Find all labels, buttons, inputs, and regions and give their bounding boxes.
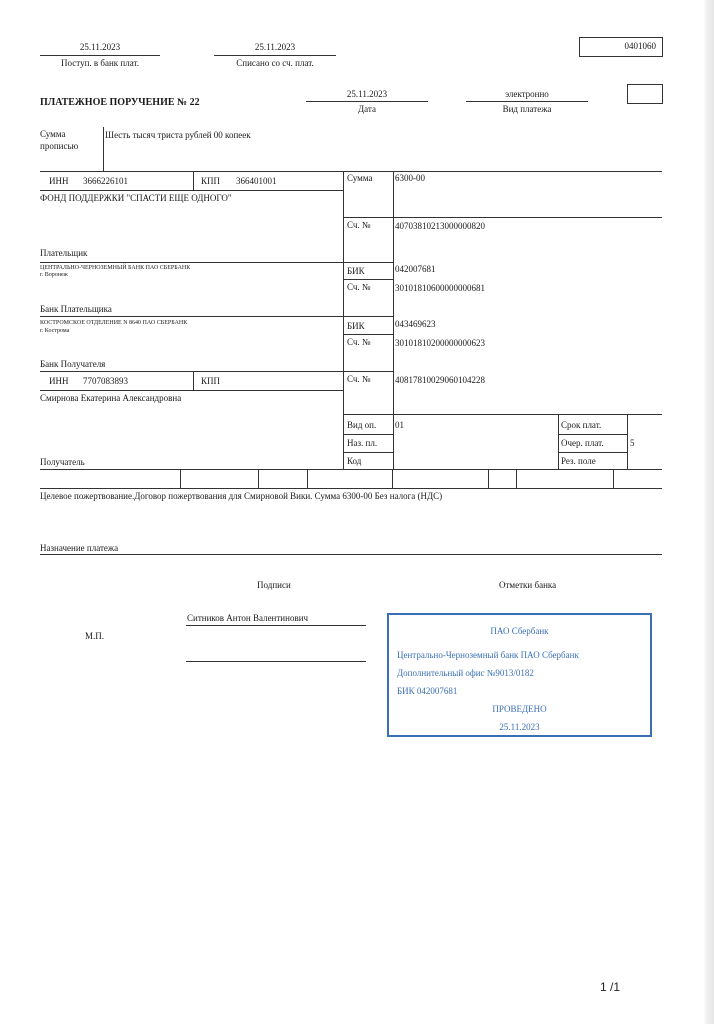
payer-inn: 3666226101 [83, 176, 128, 186]
payer-bik-top-line [343, 262, 393, 263]
received-date: 25.11.2023 [79, 42, 121, 52]
recipient-bank-name: КОСТРОМСКОЕ ОТДЕЛЕНИЕ N 8640 ПАО СБЕРБАНК [40, 320, 188, 326]
sum-value: 6300-00 [395, 173, 425, 183]
op-type: 01 [395, 420, 404, 430]
purpose-code-label: Наз. пл. [347, 438, 378, 448]
payer-account: 40703810213000000820 [395, 221, 485, 231]
payer-bank-city: г. Воронеж [40, 272, 68, 278]
debited-date-line [214, 55, 336, 56]
recipient-account-top-line [343, 371, 393, 372]
tax-field-divider-5 [488, 469, 489, 488]
stamp-date: 25.11.2023 [499, 722, 540, 732]
recipient-label: Получатель [40, 457, 85, 467]
received-label: Поступ. в банк плат. [61, 58, 139, 68]
amount-words-label-2: прописью [40, 141, 79, 151]
stamp-status: ПРОВЕДЕНО [492, 704, 547, 714]
tax-field-divider-6 [516, 469, 517, 488]
recipient-inn-row-line [40, 390, 343, 391]
recipient-bank-account: 30101810200000000623 [395, 338, 485, 348]
recipient-bottom-line [40, 469, 662, 470]
recipient-bank-city: г. Кострома [40, 328, 70, 334]
recipient-bank-bottom-line [40, 371, 343, 372]
order-date: 25.11.2023 [346, 89, 388, 99]
grid-vertical-1 [343, 171, 344, 469]
codes-top-line [343, 414, 662, 415]
signer-name: Ситников Антон Валентинович [187, 613, 309, 623]
grid-vertical-2 [393, 171, 394, 469]
purpose-text: Целевое пожертвование.Договор пожертвования для Смирновой Вики. Сумма 6300-00 Без налога (НДС) [40, 491, 443, 501]
payment-type-label: Вид платежа [502, 104, 552, 114]
page-edge-shadow [696, 0, 714, 1024]
payer-label: Плательщик [40, 248, 88, 258]
payer-bottom-line [40, 262, 343, 263]
priority-label: Очер. плат. [561, 438, 604, 448]
recipient-bank-account-label: Сч. № [347, 337, 371, 347]
payer-bank-account-label: Сч. № [347, 282, 371, 292]
payer-bank-label: Банк Плательщика [40, 304, 112, 314]
payer-account-label: Сч. № [347, 220, 371, 230]
recipient-account-label: Сч. № [347, 374, 371, 384]
due-label: Срок плат. [561, 420, 602, 430]
recipient-name: Смирнова Екатерина Александровна [40, 393, 182, 403]
payer-kpp: 366401001 [236, 176, 277, 186]
purpose-label: Назначение платежа [40, 543, 119, 553]
payer-bik-label: БИК [347, 266, 365, 276]
recipient-inn-label: ИНН [49, 376, 69, 386]
page-title: ПЛАТЕЖНОЕ ПОРУЧЕНИЕ № 22 [40, 97, 200, 108]
amount-words-value: Шесть тысяч триста рублей 00 копеек [105, 130, 251, 140]
stamp-bik: БИК 042007681 [397, 686, 458, 696]
tax-field-divider-1 [180, 469, 181, 488]
form-code-box [579, 37, 663, 57]
recipient-bik: 043469623 [395, 319, 436, 329]
order-date-label: Дата [358, 104, 376, 114]
payment-type-line [466, 101, 588, 102]
payer-inn-label: ИНН [49, 176, 69, 186]
codes-right-row-1-line [558, 434, 627, 435]
page-number: 1 /1 [600, 980, 621, 994]
debited-date: 25.11.2023 [254, 42, 296, 52]
payer-inn-row-line [40, 190, 343, 191]
priority: 5 [630, 438, 635, 448]
stamp-branch: Центрально-Черноземный банк ПАО Сбербанк [397, 650, 579, 660]
stamp-office: Дополнительный офис №9013/0182 [397, 668, 534, 678]
purpose-bottom-line [40, 554, 662, 555]
codes-row-2-line [343, 452, 393, 453]
stamp-bank: ПАО Сбербанк [490, 626, 549, 636]
recipient-inn: 7707083893 [83, 376, 128, 386]
payer-inn-kpp-divider [193, 171, 194, 191]
tax-field-divider-4 [392, 469, 393, 488]
recipient-bik-label: БИК [347, 321, 365, 331]
recipient-bik-bottom-line [343, 334, 393, 335]
payer-bank-account: 30101810600000000681 [395, 283, 485, 293]
recipient-account: 40817810029060104228 [395, 375, 485, 385]
payer-kpp-label: КПП [201, 176, 221, 186]
signature-line-1 [186, 625, 366, 626]
tax-field-divider-7 [613, 469, 614, 488]
signatures-label: Подписи [257, 580, 291, 590]
codes-row-1-line [343, 434, 393, 435]
sum-label: Сумма [347, 173, 373, 183]
amount-words-bottom-line [40, 171, 662, 172]
amount-words-divider [103, 127, 104, 171]
bank-marks-label: Отметки банка [499, 580, 557, 590]
payment-type: электронно [505, 89, 549, 99]
debited-label: Списано со сч. плат. [236, 58, 314, 68]
order-date-line [306, 101, 428, 102]
bank-stamp [387, 613, 652, 737]
recipient-bank-label: Банк Получателя [40, 359, 106, 369]
payment-type-code-box [627, 84, 663, 104]
payer-name: ФОНД ПОДДЕРЖКИ "СПАСТИ ЕЩЕ ОДНОГО" [40, 193, 232, 203]
tax-row-bottom-line [40, 488, 662, 489]
received-date-line [40, 55, 160, 56]
payer-bank-name: ЦЕНТРАЛЬНО-ЧЕРНОЗЕМНЫЙ БАНК ПАО СБЕРБАНК [40, 265, 191, 271]
op-type-label: Вид оп. [347, 420, 377, 430]
code-label: Код [347, 456, 362, 466]
codes-right-divider-2 [627, 414, 628, 469]
payer-bank-bottom-line [40, 316, 343, 317]
recipient-bik-top-line [343, 316, 393, 317]
tax-field-divider-3 [307, 469, 308, 488]
stamp-place: М.П. [85, 631, 105, 641]
reserve-label: Рез. поле [561, 456, 596, 466]
sum-row-line [343, 217, 662, 218]
payer-bik-bottom-line [343, 279, 393, 280]
form-code: 0401060 [624, 41, 656, 51]
recipient-inn-kpp-divider [193, 371, 194, 390]
payer-bik: 042007681 [395, 264, 436, 274]
amount-words-label-1: Сумма [40, 129, 66, 139]
signature-line-2 [186, 661, 366, 662]
codes-right-row-2-line [558, 452, 627, 453]
recipient-kpp-label: КПП [201, 376, 221, 386]
codes-right-divider-1 [558, 414, 559, 469]
tax-field-divider-2 [258, 469, 259, 488]
